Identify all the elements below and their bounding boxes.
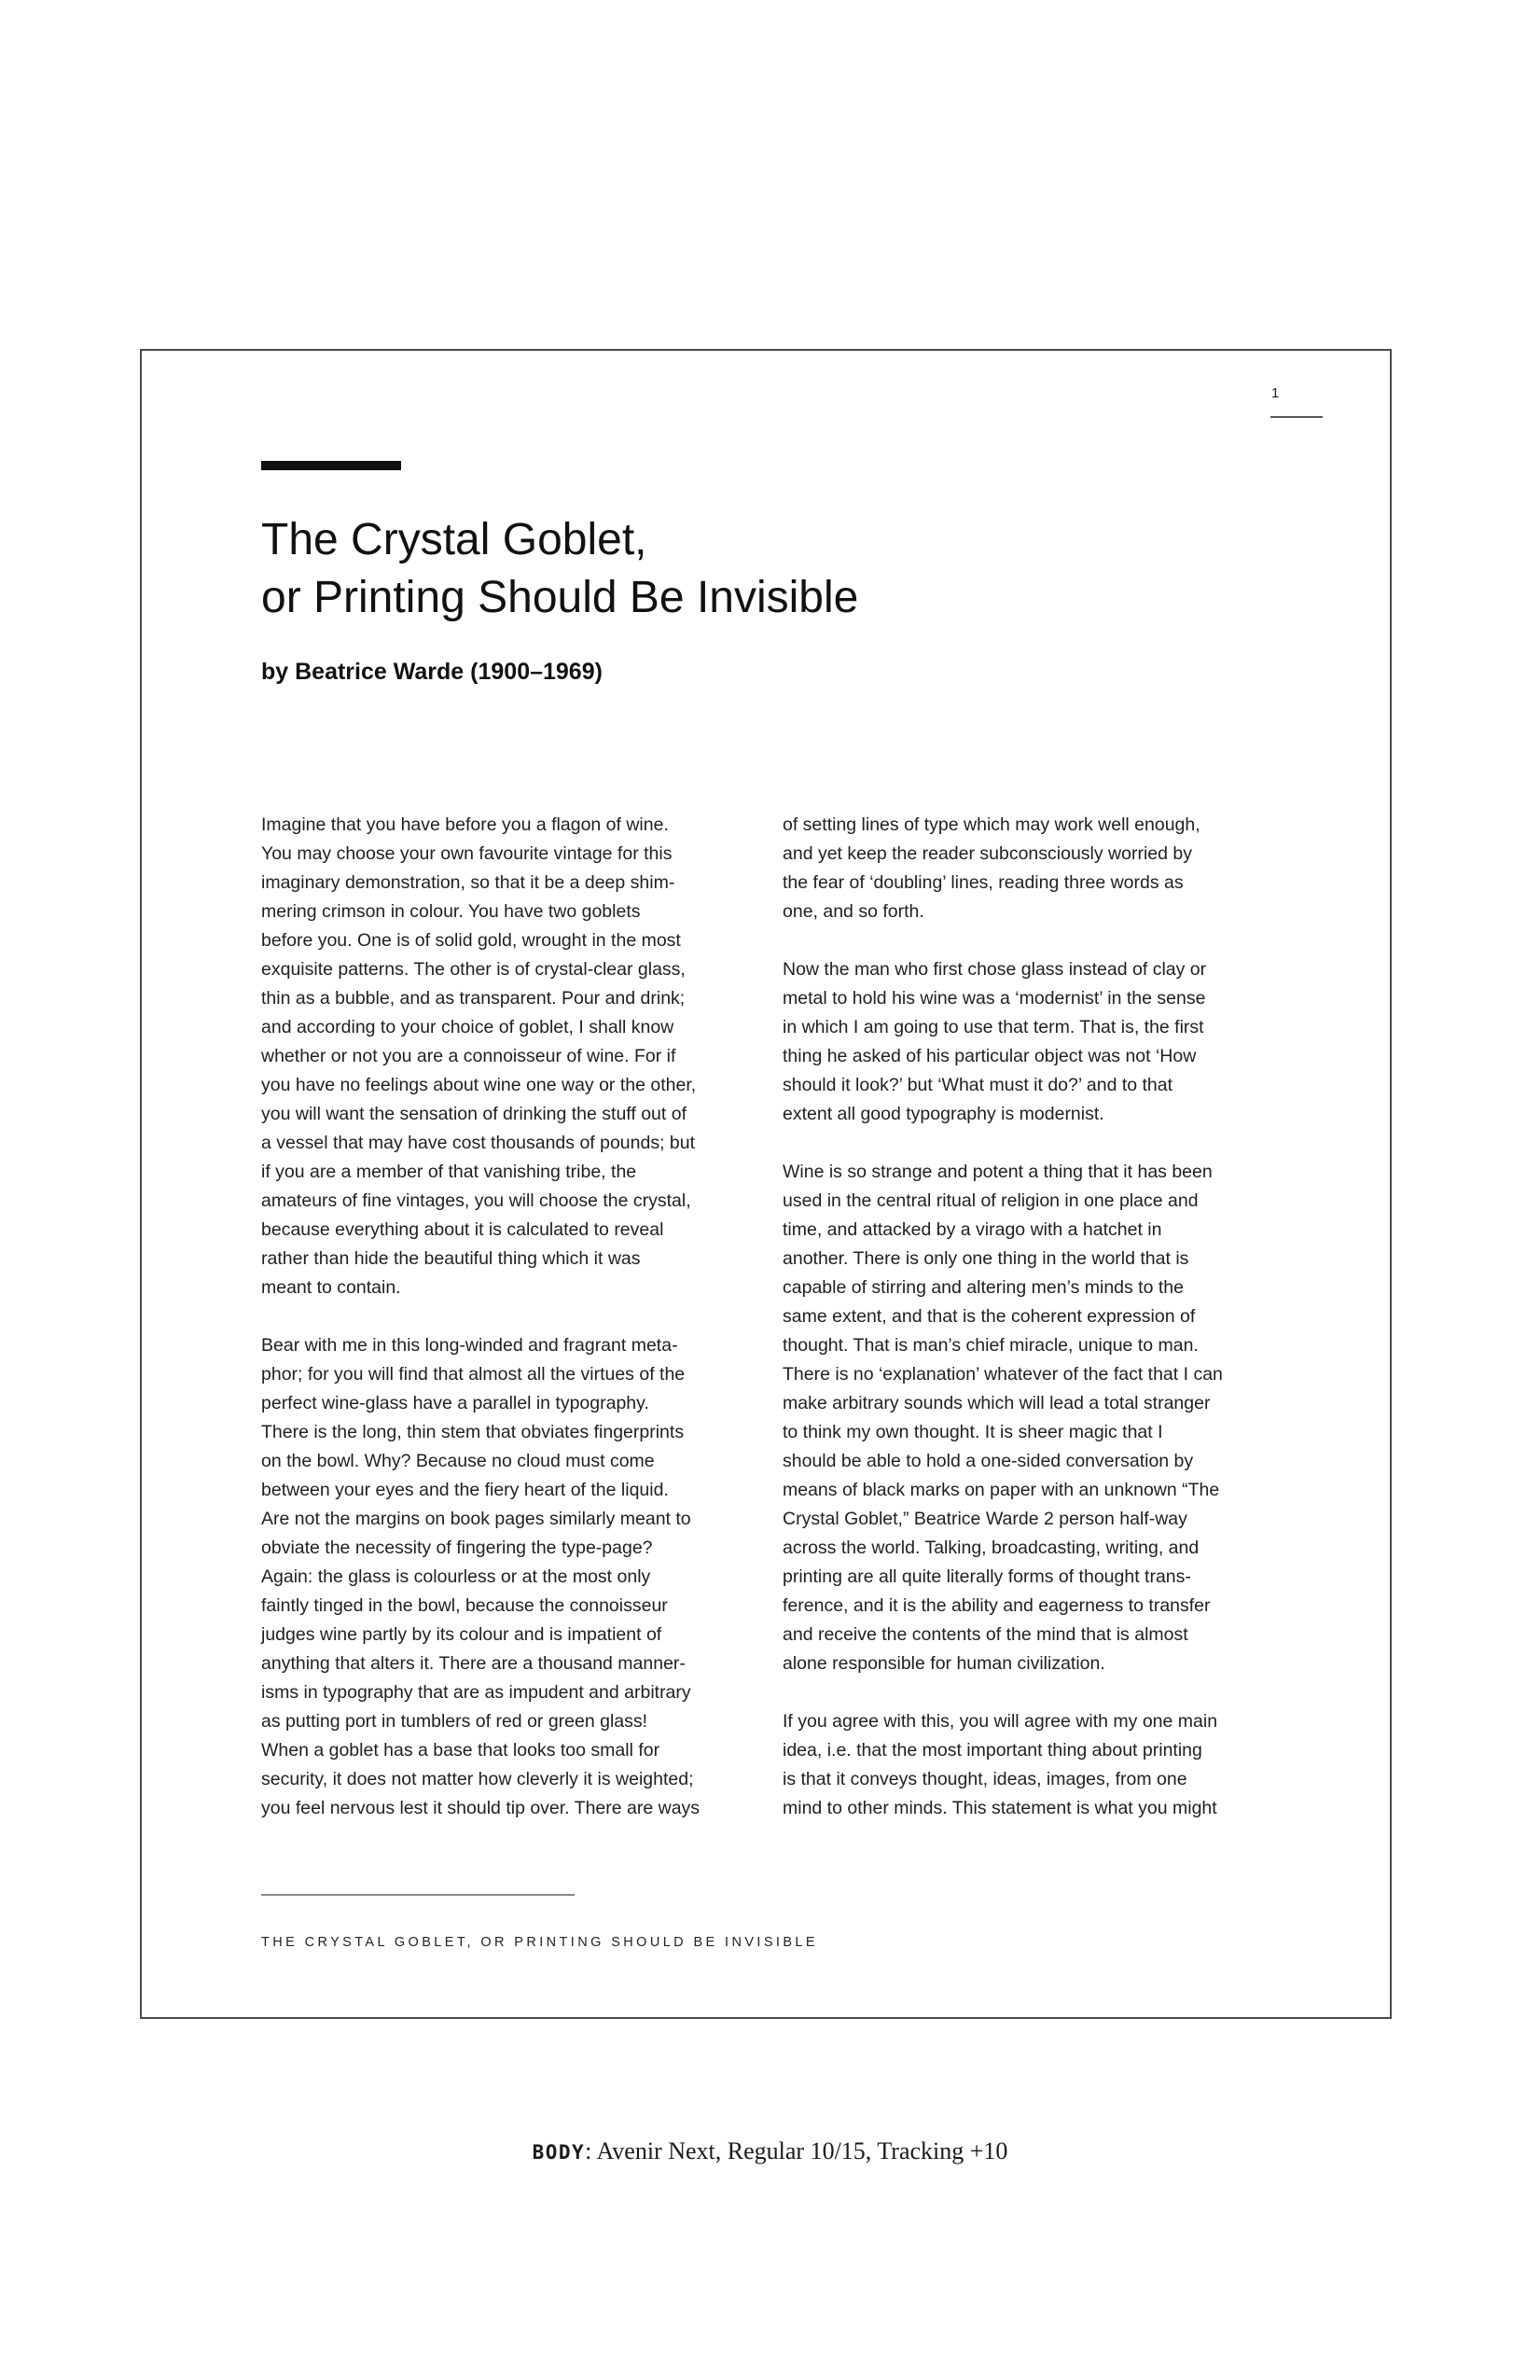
- body-text-line: time, and attacked by a virago with a hatchet in: [783, 1219, 1162, 1240]
- body-text-line: anything that alters it. There are a thousand manner-: [261, 1653, 686, 1674]
- body-text-line: before you. One is of solid gold, wrought in the most: [261, 930, 681, 951]
- body-text-line: you will want the sensation of drinking the stuff out of: [261, 1104, 687, 1124]
- body-text-line: Again: the glass is colourless or at the most only: [261, 1566, 651, 1587]
- body-text-line: rather than hide the beautiful thing which it was: [261, 1248, 641, 1269]
- body-paragraph: [783, 1158, 1296, 1678]
- body-text-line: same extent, and that is the coherent expression of: [783, 1306, 1196, 1327]
- body-paragraph: [261, 1331, 774, 1823]
- body-text-line: capable of stirring and altering men’s minds to the: [783, 1277, 1184, 1298]
- body-text-line: between your eyes and the fiery heart of the liquid.: [261, 1480, 669, 1500]
- body-text-line: used in the central ritual of religion in one place and: [783, 1190, 1199, 1211]
- body-paragraph: [783, 1707, 1296, 1823]
- body-text-line: isms in typography that are as impudent and arbitrary: [261, 1682, 691, 1703]
- body-paragraph: [783, 811, 1296, 926]
- body-text-line: faintly tinged in the bowl, because the connoisseur: [261, 1595, 668, 1616]
- body-text-line: When a goblet has a base that looks too small for: [261, 1740, 660, 1761]
- body-text-line: obviate the necessity of fingering the type-page?: [261, 1538, 653, 1558]
- article-title-line: The Crystal Goblet,: [261, 515, 647, 564]
- article-title-line: or Printing Should Be Invisible: [261, 573, 859, 622]
- footer-rule: [261, 1894, 575, 1896]
- body-paragraph: [261, 811, 774, 1302]
- body-text-line: Bear with me in this long-winded and fragrant meta-: [261, 1335, 678, 1356]
- body-text-line: thin as a bubble, and as transparent. Pour and drink;: [261, 988, 686, 1009]
- body-text-line: as putting port in tumblers of red or green glass!: [261, 1711, 648, 1732]
- body-text-line: because everything about it is calculated to reveal: [261, 1219, 664, 1240]
- body-text-line: thing he asked of his particular object was not ‘How: [783, 1046, 1197, 1066]
- page-number-rule: [1270, 416, 1323, 418]
- title-accent-bar: [261, 461, 401, 470]
- body-text-line: idea, i.e. that the most important thing about printing: [783, 1740, 1202, 1761]
- body-text-line: Now the man who first chose glass instead of clay or: [783, 959, 1207, 980]
- spec-text: Avenir Next, Regular 10/15, Tracking +10: [591, 2137, 1008, 2164]
- body-text-line: on the bowl. Why? Because no cloud must come: [261, 1451, 655, 1471]
- body-text-line: a vessel that may have cost thousands of pounds; but: [261, 1133, 696, 1153]
- page-number: 1: [1271, 385, 1280, 401]
- body-text-line: and according to your choice of goblet, I shall know: [261, 1017, 674, 1037]
- body-text-line: means of black marks on paper with an unknown “The: [783, 1480, 1220, 1500]
- body-text-line: if you are a member of that vanishing tribe, the: [261, 1162, 637, 1182]
- body-text-line: judges wine partly by its colour and is impatient of: [261, 1624, 662, 1645]
- body-text-line: mering crimson in colour. You have two goblets: [261, 901, 641, 922]
- body-text-line: and receive the contents of the mind that is almost: [783, 1624, 1188, 1645]
- body-text-line: amateurs of fine vintages, you will choose the crystal,: [261, 1190, 691, 1211]
- body-column-right: [783, 811, 1296, 1852]
- spec-label: BODY: [532, 2141, 586, 2164]
- body-text-line: of setting lines of type which may work well enough,: [783, 814, 1200, 835]
- body-text-line: Crystal Goblet,” Beatrice Warde 2 person half-way: [783, 1509, 1187, 1529]
- body-text-line: should it look?’ but ‘What must it do?’ and to that: [783, 1075, 1173, 1095]
- body-text-line: and yet keep the reader subconsciously worried by: [783, 843, 1192, 864]
- body-text-line: should be able to hold a one-sided conversation by: [783, 1451, 1194, 1471]
- body-text-line: You may choose your own favourite vintage for this: [261, 843, 673, 864]
- body-text-line: another. There is only one thing in the world that is: [783, 1248, 1189, 1269]
- body-text-line: extent all good typography is modernist.: [783, 1104, 1104, 1124]
- body-text-line: metal to hold his wine was a ‘modernist’ in the sense: [783, 988, 1206, 1009]
- running-footer: THE CRYSTAL GOBLET, OR PRINTING SHOULD BE INVISIBLE: [261, 1935, 818, 1950]
- body-text-line: printing are all quite literally forms of thought trans-: [783, 1566, 1191, 1587]
- body-text-line: the fear of ‘doubling’ lines, reading three words as: [783, 872, 1184, 893]
- article-byline: by Beatrice Warde (1900–1969): [261, 659, 603, 685]
- body-text-line: thought. That is man’s chief miracle, unique to man.: [783, 1335, 1199, 1356]
- body-text-line: one, and so forth.: [783, 901, 924, 922]
- body-text-line: meant to contain.: [261, 1277, 401, 1298]
- body-text-line: imaginary demonstration, so that it be a deep shim-: [261, 872, 675, 893]
- body-text-line: you have no feelings about wine one way or the other,: [261, 1075, 697, 1095]
- article-title: [261, 511, 1287, 627]
- body-text-line: phor; for you will find that almost all the virtues of the: [261, 1364, 686, 1385]
- body-text-line: alone responsible for human civilization.: [783, 1653, 1105, 1674]
- body-text-line: Wine is so strange and potent a thing that it has been: [783, 1162, 1213, 1182]
- body-text-line: Imagine that you have before you a flagon of wine.: [261, 814, 669, 835]
- body-text-line: across the world. Talking, broadcasting, writing, and: [783, 1538, 1200, 1558]
- body-text-line: whether or not you are a connoisseur of wine. For if: [261, 1046, 676, 1066]
- body-paragraph: [783, 955, 1296, 1129]
- body-text-line: perfect wine-glass have a parallel in typography.: [261, 1393, 649, 1413]
- spec-separator: :: [585, 2137, 592, 2164]
- body-text-line: Are not the margins on book pages similarly meant to: [261, 1509, 691, 1529]
- body-text-line: make arbitrary sounds which will lead a total stranger: [783, 1393, 1211, 1413]
- body-text-line: security, it does not matter how cleverly it is weighted;: [261, 1769, 694, 1789]
- body-text-line: There is the long, thin stem that obviates fingerprints: [261, 1422, 685, 1442]
- body-text-line: mind to other minds. This statement is what you might: [783, 1798, 1217, 1818]
- body-text-line: you feel nervous lest it should tip over. There are ways: [261, 1798, 701, 1818]
- body-text-line: exquisite patterns. The other is of crystal-clear glass,: [261, 959, 686, 980]
- body-text-line: is that it conveys thought, ideas, images, from one: [783, 1769, 1187, 1789]
- body-text-line: in which I am going to use that term. That is, the first: [783, 1017, 1204, 1037]
- body-text-line: ference, and it is the ability and eagerness to transfer: [783, 1595, 1211, 1616]
- body-column-left: [261, 811, 774, 1852]
- typography-spec-caption: [0, 2137, 1540, 2165]
- body-text-line: to think my own thought. It is sheer magic that I: [783, 1422, 1163, 1442]
- body-text-line: If you agree with this, you will agree with my one main: [783, 1711, 1218, 1732]
- body-text-line: There is no ‘explanation’ whatever of the fact that I can: [783, 1364, 1223, 1385]
